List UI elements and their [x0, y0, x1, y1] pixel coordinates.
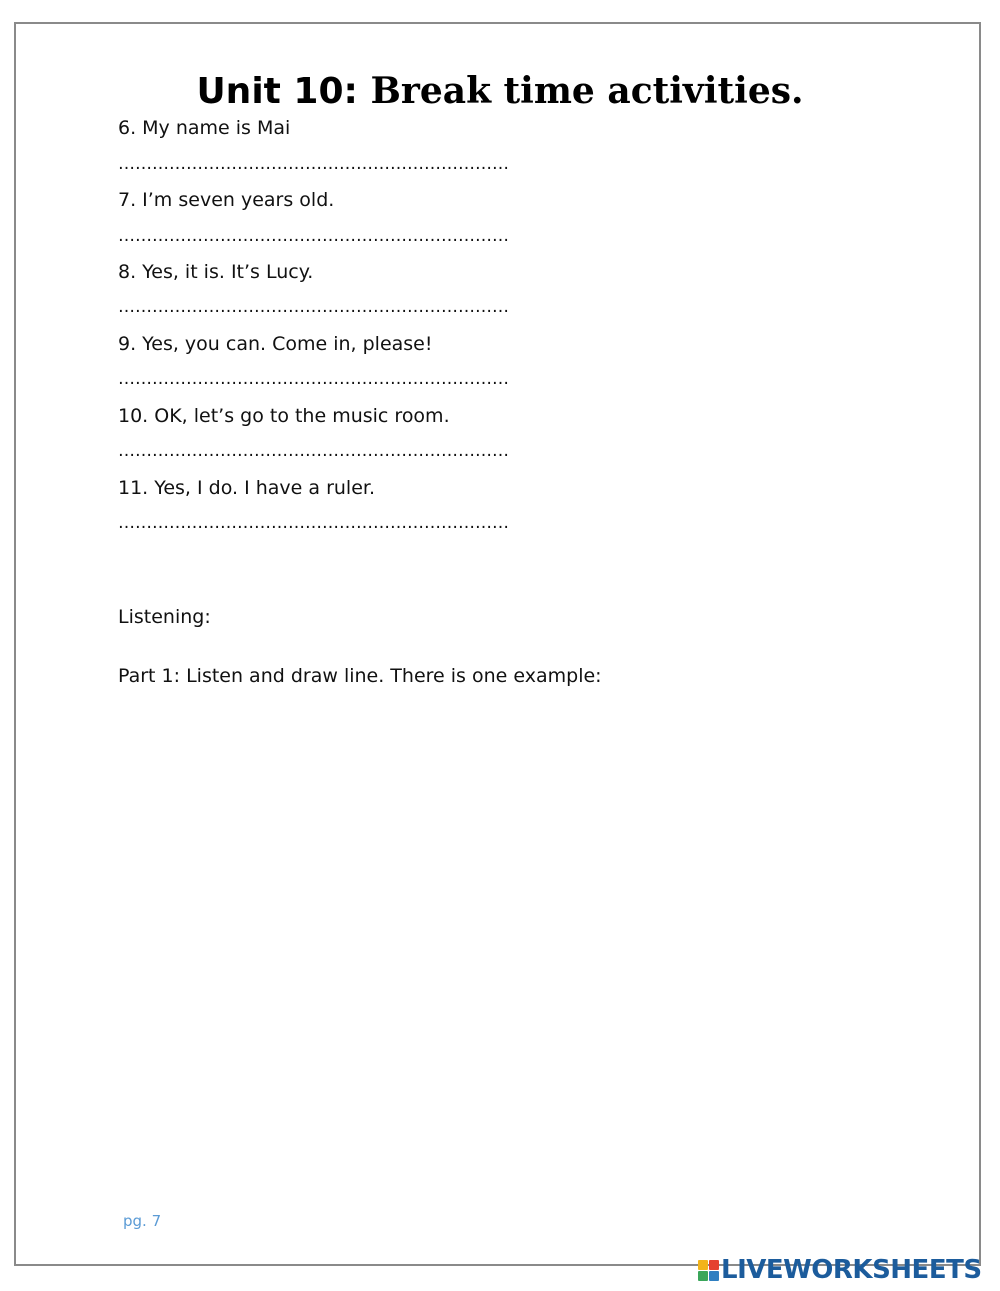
- question-9-prompt: 9. Yes, you can. Come in, please!: [118, 333, 433, 355]
- logo-text: LIVEWORKSHEETS: [721, 1255, 982, 1285]
- title-unit: Unit 10:: [196, 71, 371, 112]
- question-8-prompt: 8. Yes, it is. It’s Lucy.: [118, 261, 314, 283]
- question-10-answer-line[interactable]: ……………………………………………………………: [118, 441, 509, 461]
- part1-instruction: Part 1: Listen and draw line. There is one example:: [118, 665, 602, 687]
- listening-heading: Listening:: [118, 606, 211, 628]
- question-9-answer-line[interactable]: ……………………………………………………………: [118, 369, 509, 389]
- liveworksheets-logo-icon: [698, 1260, 719, 1281]
- question-11-answer-line[interactable]: ……………………………………………………………: [118, 513, 509, 533]
- question-10-prompt: 10. OK, let’s go to the music room.: [118, 405, 450, 427]
- question-6-prompt: 6. My name is Mai: [118, 117, 291, 139]
- question-6-answer-line[interactable]: ……………………………………………………………: [118, 154, 509, 174]
- question-11-prompt: 11. Yes, I do. I have a ruler.: [118, 477, 375, 499]
- question-7-prompt: 7. I’m seven years old.: [118, 189, 335, 211]
- question-8-answer-line[interactable]: ……………………………………………………………: [118, 297, 509, 317]
- page-title: [0, 70, 1000, 112]
- question-7-answer-line[interactable]: ……………………………………………………………: [118, 226, 509, 246]
- page-number: pg. 7: [123, 1212, 162, 1230]
- liveworksheets-logo[interactable]: [698, 1255, 982, 1285]
- title-topic: Break time activities.: [370, 70, 804, 112]
